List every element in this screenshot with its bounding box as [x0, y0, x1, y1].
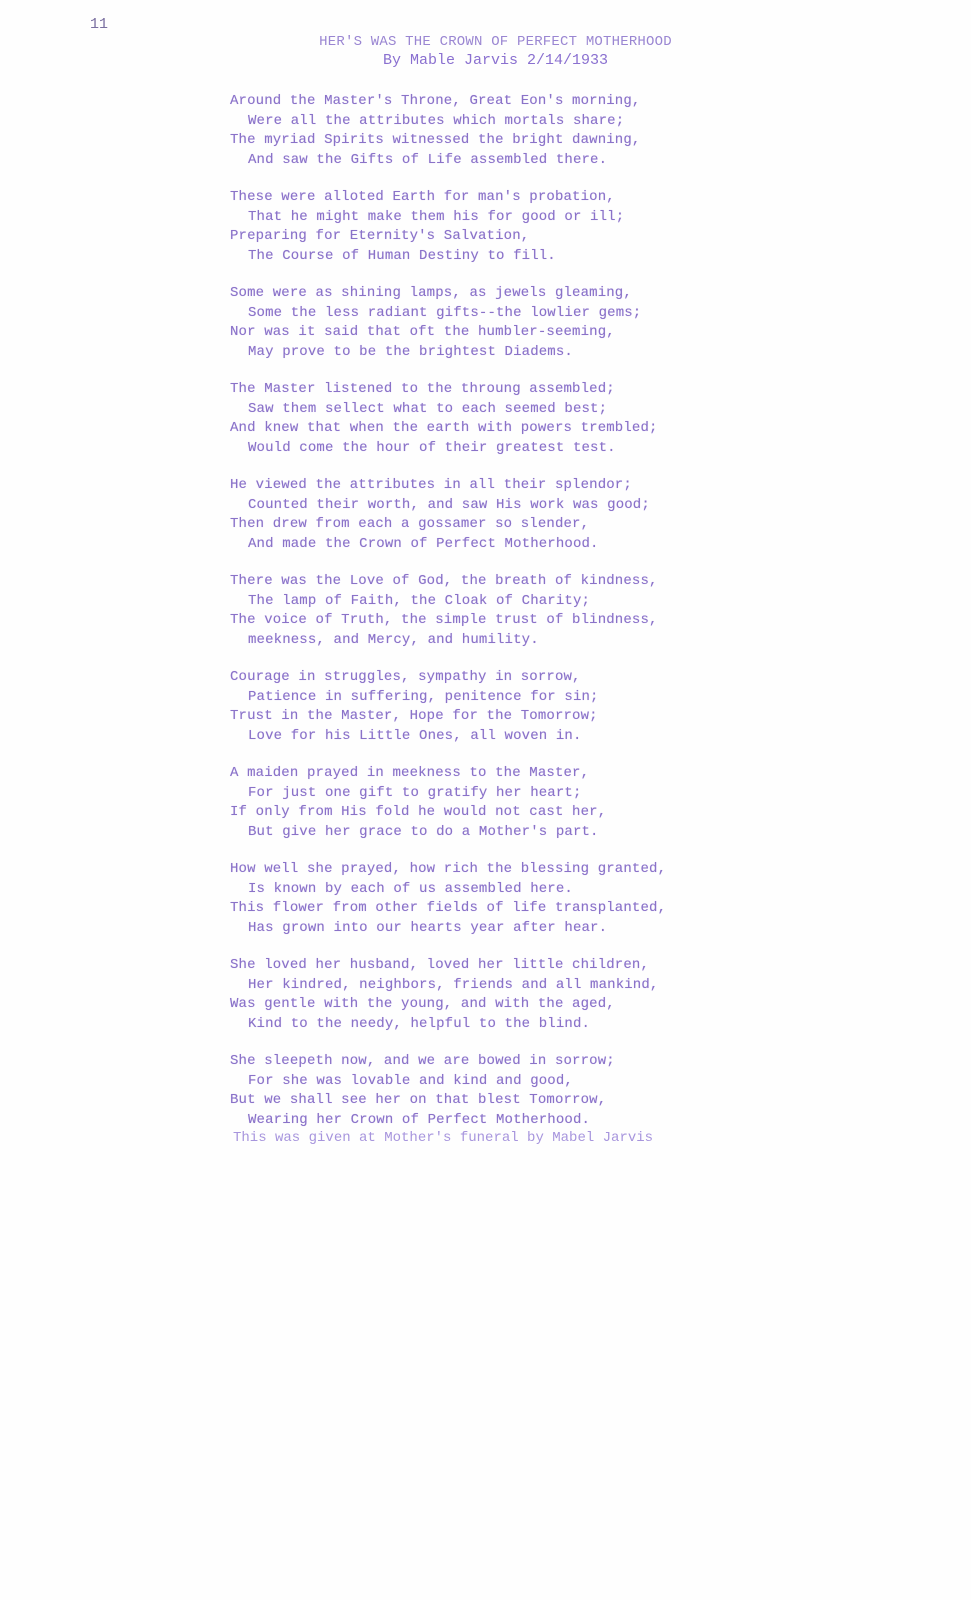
poem-line: There was the Love of God, the breath of kindness,	[230, 573, 658, 589]
poem-line: May prove to be the brightest Diadems.	[248, 343, 573, 360]
poem-line: Patience in suffering, penitence for sin;	[248, 688, 599, 705]
stanza	[230, 668, 950, 746]
poem-header	[0, 34, 971, 69]
poem-line: And saw the Gifts of Life assembled there.	[248, 151, 608, 168]
stanza	[230, 380, 950, 458]
poem-line: Trust in the Master, Hope for the Tomorrow;	[230, 708, 598, 724]
poem-line: But give her grace to do a Mother's part.	[248, 823, 599, 840]
poem-line: Then drew from each a gossamer so slender,	[230, 516, 590, 532]
poem-line: Was gentle with the young, and with the aged,	[230, 996, 615, 1012]
poem-line: For just one gift to gratify her heart;	[248, 784, 582, 801]
poem-line: The voice of Truth, the simple trust of blindness,	[230, 612, 658, 628]
poem-line: Has grown into our hearts year after hear.	[248, 919, 608, 936]
poem-line: Courage in struggles, sympathy in sorrow,	[230, 669, 581, 685]
poem-line: A maiden prayed in meekness to the Master,	[230, 765, 590, 781]
poem-body	[230, 92, 950, 1148]
poem-line: Nor was it said that oft the humbler-seeming,	[230, 324, 615, 340]
page-number: 11	[90, 16, 109, 33]
poem-line: Her kindred, neighbors, friends and all mankind,	[248, 976, 659, 993]
poem-line: Is known by each of us assembled here.	[248, 880, 573, 897]
poem-line: She loved her husband, loved her little children,	[230, 957, 650, 973]
stanza	[230, 476, 950, 554]
poem-line: How well she prayed, how rich the blessing granted,	[230, 861, 667, 877]
poem-line: Would come the hour of their greatest test.	[248, 439, 616, 456]
poem-line: Saw them sellect what to each seemed best;	[248, 400, 608, 417]
poem-line: This flower from other fields of life transplanted,	[230, 900, 667, 916]
stanza	[230, 188, 950, 266]
stanza	[230, 572, 950, 650]
poem-title: HER'S WAS THE CROWN OF PERFECT MOTHERHOOD	[319, 34, 672, 50]
poem-line: Were all the attributes which mortals share;	[248, 112, 625, 129]
stanza	[230, 764, 950, 842]
poem-line: Around the Master's Throne, Great Eon's morning,	[230, 93, 641, 109]
poem-line: That he might make them his for good or ill;	[248, 208, 625, 225]
stanza	[230, 284, 950, 362]
poem-line: The lamp of Faith, the Cloak of Charity;	[248, 592, 591, 609]
poem-line: The Master listened to the throung assembled;	[230, 381, 615, 397]
poem-line: Kind to the needy, helpful to the blind.	[248, 1015, 591, 1032]
poem-line: But we shall see her on that blest Tomorrow,	[230, 1092, 607, 1108]
poem-line: He viewed the attributes in all their splendor;	[230, 477, 632, 493]
poem-line: For she was lovable and kind and good,	[248, 1072, 573, 1089]
stanza	[230, 956, 950, 1034]
poem-line: The Course of Human Destiny to fill.	[248, 247, 556, 264]
poem-line: meekness, and Mercy, and humility.	[248, 631, 539, 648]
stanza	[230, 860, 950, 938]
poem-line: The myriad Spirits witnessed the bright dawning,	[230, 132, 641, 148]
poem-line: If only from His fold he would not cast her,	[230, 804, 607, 820]
poem-line: Some the less radiant gifts--the lowlier gems;	[248, 304, 642, 321]
footer-note: This was given at Mother's funeral by Mabel Jarvis	[233, 1130, 654, 1146]
poem-line: And knew that when the earth with powers trembled;	[230, 420, 658, 436]
stanza	[230, 1052, 950, 1130]
poem-line: Wearing her Crown of Perfect Motherhood.	[248, 1111, 591, 1128]
poem-line: Counted their worth, and saw His work was good;	[248, 496, 650, 513]
stanza	[230, 92, 950, 170]
poem-line: These were alloted Earth for man's probation,	[230, 189, 615, 205]
poem-line: Preparing for Eternity's Salvation,	[230, 228, 530, 244]
poem-byline: By Mable Jarvis 2/14/1933	[382, 52, 609, 69]
poem-line: Love for his Little Ones, all woven in.	[248, 727, 582, 744]
poem-line: She sleepeth now, and we are bowed in sorrow;	[230, 1053, 615, 1069]
poem-line: Some were as shining lamps, as jewels gleaming,	[230, 285, 632, 301]
poem-line: And made the Crown of Perfect Motherhood.	[248, 535, 599, 552]
